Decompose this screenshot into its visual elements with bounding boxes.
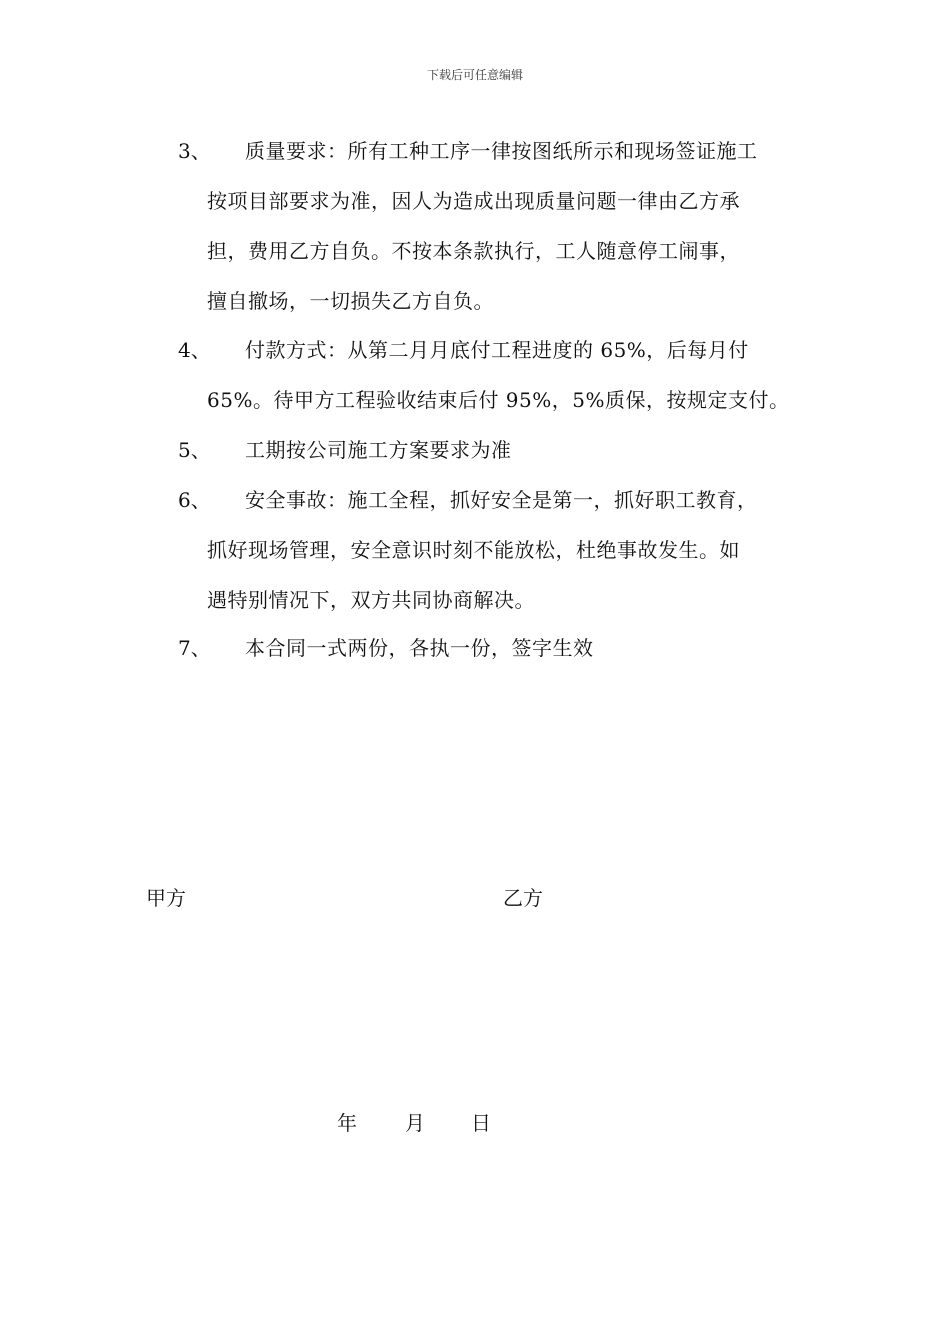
clause-line: 抓好现场管理，安全意识时刻不能放松，杜绝事故发生。如 — [207, 538, 740, 562]
clause-number: 4、 — [178, 338, 211, 362]
clause-6 — [0, 475, 950, 625]
page-header-note: 下载后可任意编辑 — [426, 68, 523, 82]
clause-number: 3、 — [178, 139, 211, 163]
clause-line: 付款方式：从第二月月底付工程进度的 65%，后每月付 — [245, 338, 749, 362]
date-month-label: 月 — [405, 1111, 425, 1135]
clause-line: 担，费用乙方自负。不按本条款执行，工人随意停工闹事， — [207, 239, 740, 263]
date-day-label: 日 — [471, 1111, 491, 1135]
clause-3 — [0, 126, 950, 326]
clause-number: 6、 — [178, 488, 211, 512]
clause-4 — [0, 325, 950, 425]
clause-number: 7、 — [178, 636, 211, 660]
clause-number: 5、 — [178, 438, 211, 462]
clause-line: 质量要求：所有工种工序一律按图纸所示和现场签证施工 — [245, 139, 758, 163]
clause-line: 擅自撤场，一切损失乙方自负。 — [207, 289, 494, 313]
clause-7 — [0, 623, 950, 673]
clause-line: 本合同一式两份，各执一份，签字生效 — [245, 636, 594, 660]
clause-line: 安全事故：施工全程，抓好安全是第一，抓好职工教育， — [245, 488, 758, 512]
party-a-label: 甲方 — [146, 886, 186, 910]
party-b-label: 乙方 — [503, 886, 543, 910]
clause-5 — [0, 425, 950, 475]
date-year-label: 年 — [337, 1111, 357, 1135]
clause-line: 65%。待甲方工程验收结束后付 95%，5%质保，按规定支付。 — [207, 388, 790, 412]
clause-line: 工期按公司施工方案要求为准 — [245, 438, 512, 462]
clause-line: 按项目部要求为准，因人为造成出现质量问题一律由乙方承 — [207, 189, 740, 213]
clause-line: 遇特别情况下，双方共同协商解决。 — [207, 588, 535, 612]
